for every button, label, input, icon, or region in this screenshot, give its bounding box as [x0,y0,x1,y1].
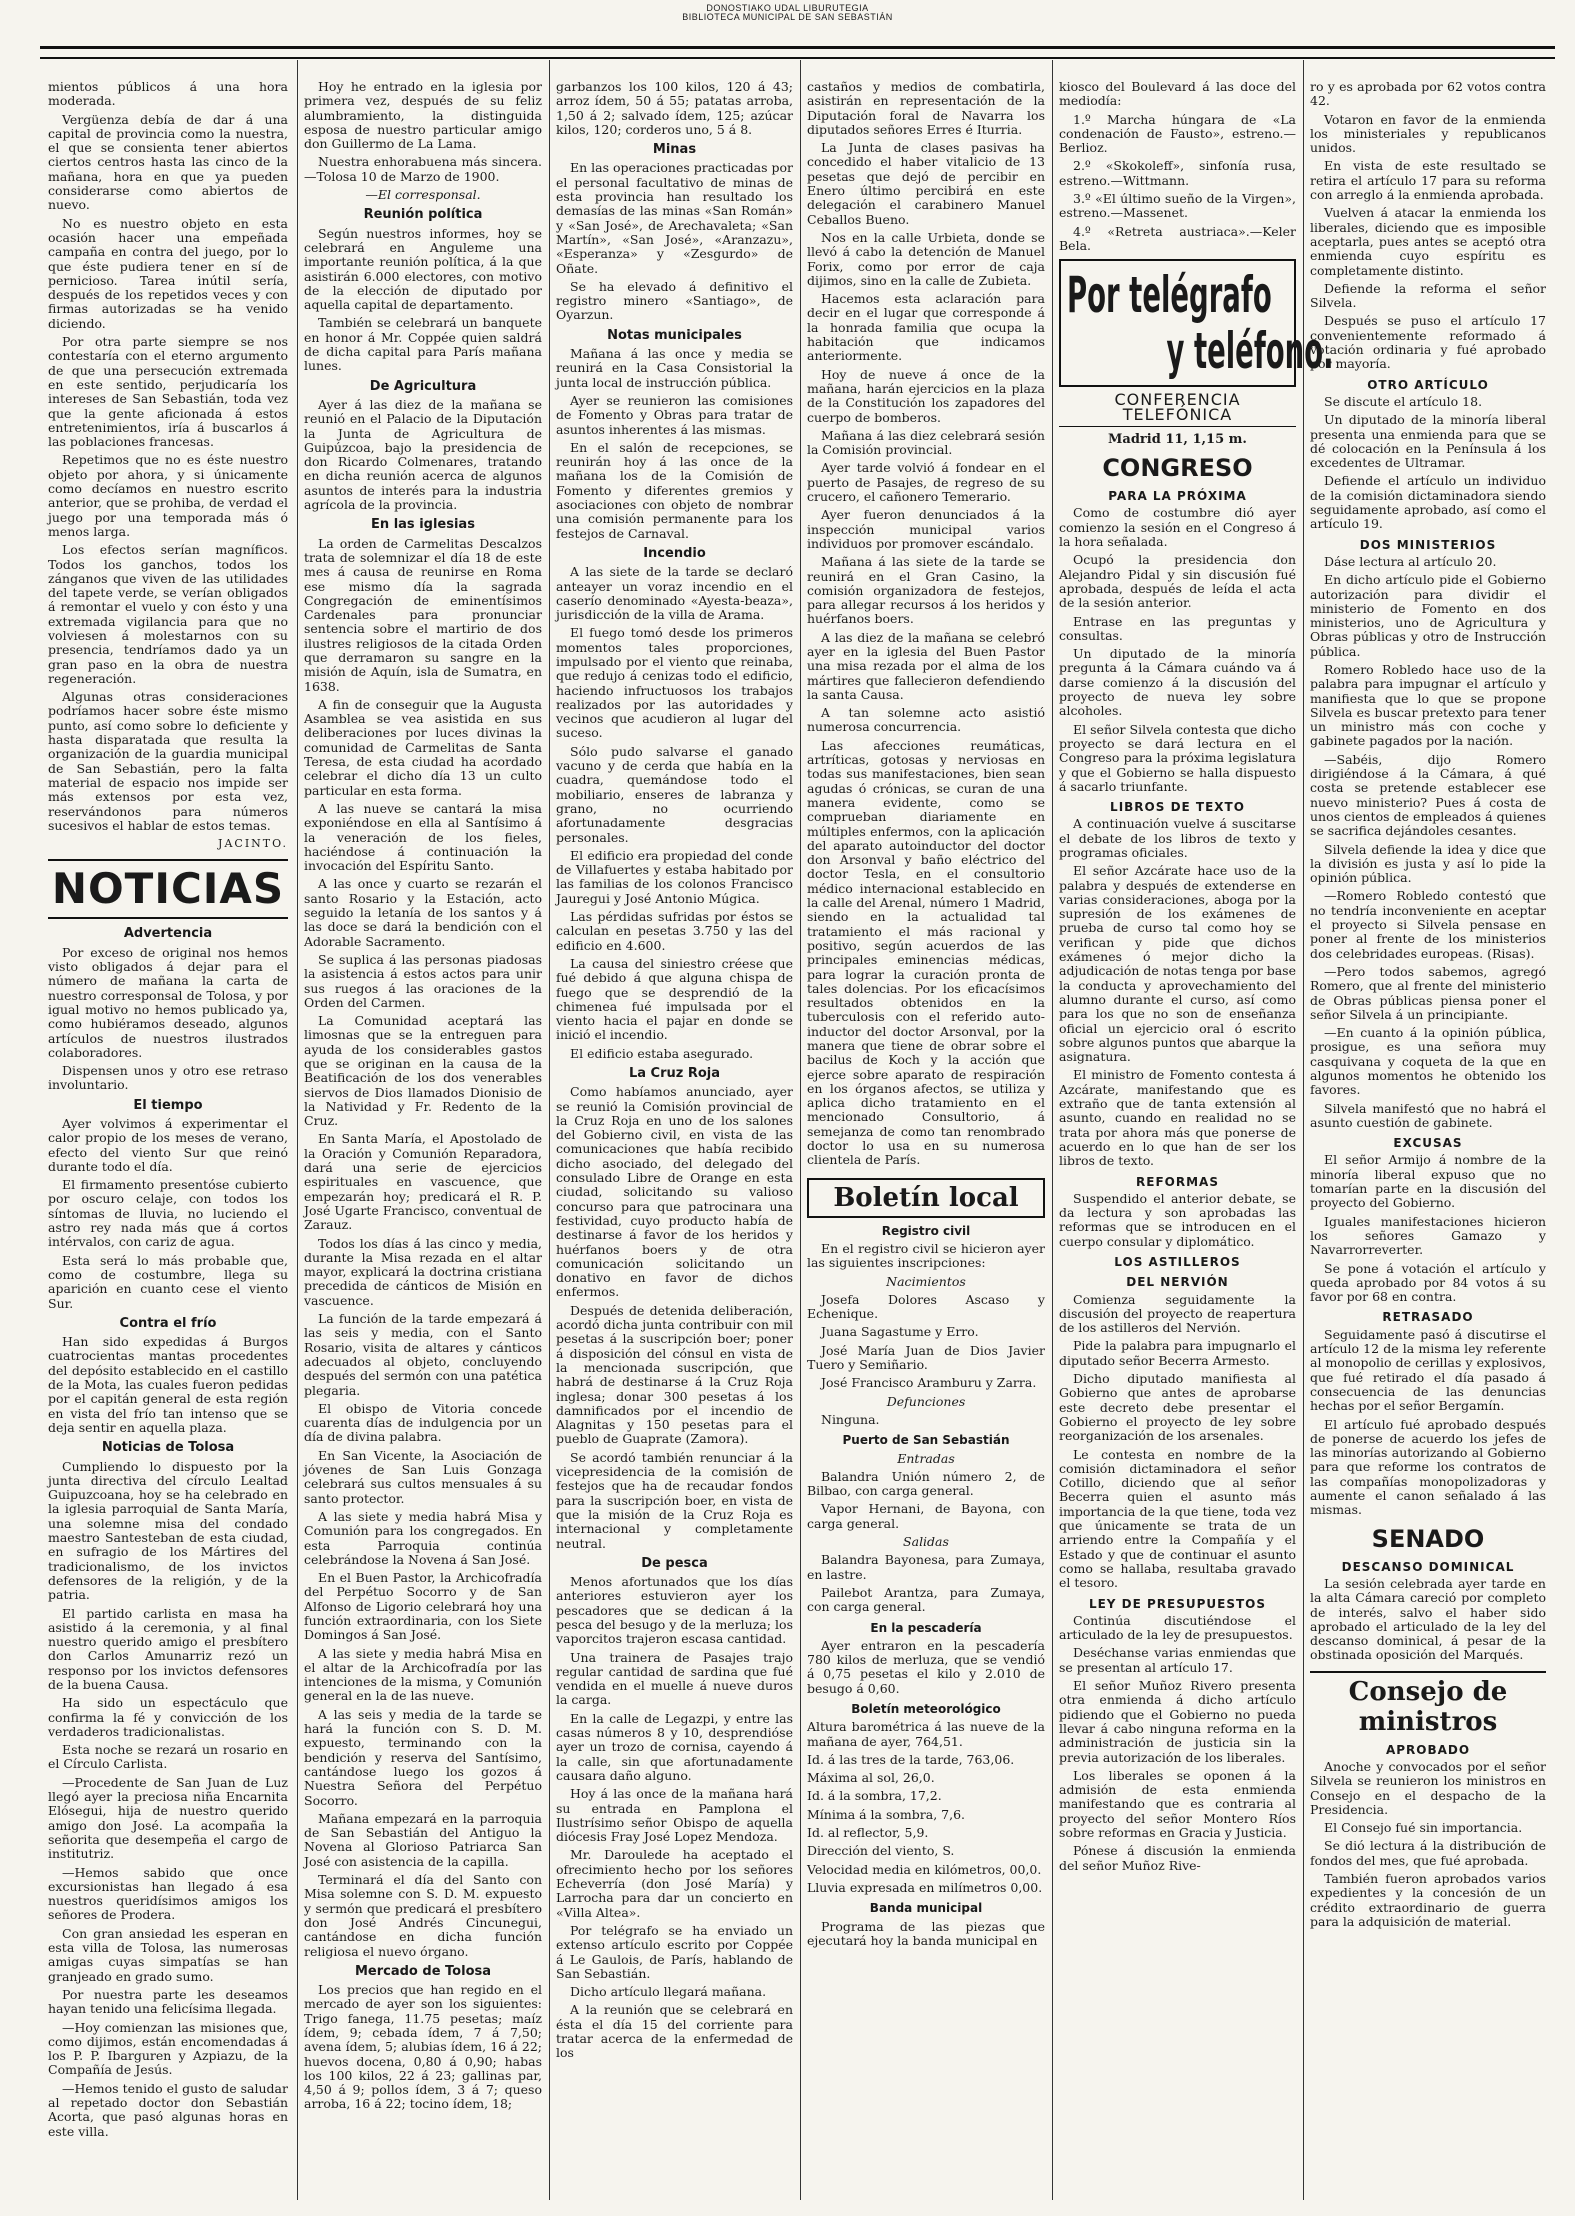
library-stamp-line1: DONOSTIAKO UDAL LIBURUTEGIA [706,3,869,13]
list-item: Id. al reflector, 5,9. [807,1825,929,1841]
paragraph: La Junta de clases pasivas ha concedido el haber vitalicio de 13 pesetas que dejó de percibir en Enero último percibirá en este delegación el carabinero Manuel Ceballos Bueno. [807,140,1045,227]
paragraph: A las seis y media de la tarde se hará la función con S. D. M. expuesto, terminando con la bendición y reserva del Santísimo, cantándose luego los gozos á Nuestra Señora del Perpétuo Socorro. [304,1706,542,1808]
paragraph: También se celebrará un banquete en honor á Mr. Coppée quien saldrá de dicha capital para París mañana lunes. [304,315,542,374]
paragraph: Terminará el día del Santo con Misa solemne con S. D. M. expuesto y sermón que predicará el presbítero don José Andrés Cincunegui, cantándose en dicha función religiosa el nuevo órgano. [304,1872,542,1959]
paragraph: Silvela defiende la idea y dice que la división es justa y así lo pide la opinión pública. [1310,841,1546,886]
list-item: Id. á la sombra, 17,2. [807,1788,942,1804]
paragraph: El firmamento presentóse cubierto por oscuro celaje, con todos los síntomas de lluvia, no luciendo el astro rey nada más que á cortos intérvalos, con cariz de agua. [48,1177,288,1250]
list-item: 4.º «Retreta austriaca».—Keler Bela. [1059,223,1296,253]
paragraph: En el registro civil se hicieron ayer las siguientes inscripciones: [807,1240,1045,1271]
paragraph: Se suplica á las personas piadosas la asistencia á estos actos para unir sus ruegos á las oraciones de la Orden del Carmen. [304,951,542,1010]
paragraph: Los precios que han regido en el mercado de ayer son los siguientes: Trigo fanega, 11.75 pesetas; maíz ídem, 9; cebada ídem, 7 á 7,50; avena ídem, 5; alubias ídem, 16 á 22; huevos docena, 0,80 á 0,90; habas los 100 kilos, 22 á 23; gallinas par, 4,50 á 9; pollos ídem, 3 á 7; queso arroba, 16 á 22; tocino ídem, 18; [304,1982,542,2112]
paragraph: En Santa María, el Apostolado de la Oración y Comunión Reparadora, dará una serie de ejercicios espirituales en vascuence, que empezarán hoy; predicará el R. P. José Ugarte Francisco, conventual de Zarauz. [304,1131,542,1233]
paragraph: Mañana á las siete de la tarde se reunirá en el Gran Casino, la comisión organizadora de festejos, para allegar recursos á los heridos y huérfanos boers. [807,554,1045,627]
paragraph: Un diputado de la minoría pregunta á la Cámara cuándo va á darse comienzo á la discusión del proyecto de nueva ley sobre alcoholes. [1059,646,1296,719]
paragraph: Defiende el artículo un individuo de la comisión dictaminadora siendo seguidamente aprobado, así como el artículo 19. [1310,473,1546,532]
paragraph: En las operaciones practicadas por el personal facultativo de minas de esta provincia han resultado los demasías de las minas «San Román» y «San José», de Arechavaleta; «San Martín», «San José», «Aranzazu», «Esperanza» y «Zesgurdo» de Oñate. [556,160,793,276]
paragraph: La sesión celebrada ayer tarde en la alta Cámara careció por completo de interés, salvo el haber sido aprobado el articulado de la ley del descanso dominical, á pesar de la obstinada oposición del Marqués. [1310,1575,1546,1663]
paragraph: Continúa discutiéndose el articulado de la ley de presupuestos. [1059,1612,1296,1643]
subheading: Salidas [903,1534,949,1550]
paragraph: Ayer entraron en la pescadería 780 kilos de merluza, que se vendió á 0,75 pesetas el kilo y 2.010 de besugo á 0,60. [807,1637,1045,1696]
paragraph: El señor Armijo á nombre de la minoría liberal expuso que no tomarían parte en la discusión del proyecto del Gobierno. [1310,1152,1546,1211]
section-title-noticias: NOTICIAS [48,859,288,919]
paragraph: En el Buen Pastor, la Archicofradía del Perpétuo Socorro y de San Alfonso de Ligorio celebrará hoy una función extraordinaria, con los Siete Domingos á San José. [304,1570,542,1643]
paragraph: Por otra parte siempre se nos contestaría con el eterno argumento de que una persecución extremada en este sentido, perjudicaría los intereses de San Sebastián, toda vez que la gente aficionada á estos entretenimientos, iría á buscarlos á las poblaciones francesas. [48,334,288,450]
subheading: LIBROS DE TEXTO [1110,800,1245,815]
paragraph: El partido carlista en masa ha asistido á la ceremonia, y al final nuestro querido amigo el presbítero don Carlos Amunarriz rezó un responso por los invictos defensores de la buena Causa. [48,1605,288,1692]
subheading: PARA LA PRÓXIMA [1108,489,1247,504]
paragraph: Las pérdidas sufridas por éstos se calculan en pesetas 3.750 y las del edificio en 4.600. [556,909,793,953]
paragraph: —Pero todos sabemos, agregó Romero, que al frente del ministerio de Obras públicas piensa poner el señor Silvela á un principiante. [1310,963,1546,1022]
paragraph: garbanzos los 100 kilos, 120 á 43; arroz ídem, 50 á 55; patatas arroba, 1,50 á 2; salvado ídem, 125; azúcar kilos, 120; corderos uno, 5 á 8. [556,79,793,137]
paragraph: En vista de este resultado se retira el artículo 17 para su reforma con arreglo á la enmienda aprobada. [1310,158,1546,203]
article-heading: Reunión política [363,207,483,223]
library-stamp [0,4,1575,22]
paragraph: El artículo fué aprobado después de ponerse de acuerdo los jefes de las minorías autorizando al Gobierno para que reforme los contratos de las compañías monopolizadoras y aumente el canon señalado á las mismas. [1310,1416,1546,1518]
paragraph: Deséchanse varias enmiendas que se presentan al artículo 17. [1059,1645,1296,1675]
paragraph: castaños y medios de combatirla, asistirán en representación de la Diputación foral de Navarra los diputados señores Erres é Iturria. [807,79,1045,137]
subheading: OTRO ARTÍCULO [1367,377,1489,392]
article-heading: Advertencia [123,926,213,942]
paragraph: Se discute el artículo 18. [1324,393,1483,409]
section-title-telegrafo [1059,259,1334,387]
paragraph: Dicho artículo llegará mañana. [570,1984,767,2000]
paragraph: —Romero Robledo contestó que no tendría inconveniente en aceptar el proyecto si Silvela pensase en poner al frente de los ministerios dos celebridades europeas. (Risas). [1310,888,1546,961]
paragraph: Anoche y convocados por el señor Silvela se reunieron los ministros en Consejo en el despacho de la Presidencia. [1310,1758,1546,1817]
article-heading: Incendio [643,545,706,561]
paragraph: En dicho artículo pide el Gobierno autorización para dividir el ministerio de Fomento en dos ministerios, uno de Agricultura y Obras públicas y otro de Instrucción pública. [1310,572,1546,659]
paragraph: La causa del siniestro créese que fué debido á que alguna chispa de fuego que se desprendió de la chimenea fué impulsada por el viento hacia el pajar en donde se inició el incendio. [556,955,793,1043]
subheading: DOS MINISTERIOS [1359,537,1497,552]
column-6 [1310,80,1546,2200]
paragraph: El obispo de Vitoria concede cuarenta días de indulgencia por un día de divina palabra. [304,1400,542,1445]
paragraph: A fin de conseguir que la Augusta Asamblea se vea asistida en sus deliberaciones por luces divinas la comunidad de Carmelitas de Santa Teresa, de esta ciudad ha acordado celebrar el dicho día 13 un culto particular en esta forma. [304,696,542,798]
list-item: Balandra Unión número 2, de Bilbao, con carga general. [807,1468,1045,1499]
paragraph: Hoy de nueve á once de la mañana, harán ejercicios en la plaza de la Constitución los zapadores del cuerpo de bomberos. [807,366,1045,425]
paragraph: Programa de las piezas que ejecutará hoy la banda municipal en [807,1918,1045,1948]
paragraph: Ayer tarde volvió á fondear en el puerto de Pasajes, de regreso de su crucero, el cañonero Temerario. [807,460,1045,505]
paragraph: El ministro de Fomento contesta á Azcárate, manifestando que es extraño que de tanta extensión al asunto, cuando en realidad no se trata por ahora más que ponerse de acuerdo en lo que han de ser los libros de texto. [1059,1067,1296,1169]
paragraph: —Hemos tenido el gusto de saludar al repetado doctor don Sebastián Acorta, que pasó algunas horas en este villa. [48,2080,288,2139]
paragraph: mientos públicos á una hora moderada. [48,79,288,109]
paragraph: A las siete y media habrá Misa y Comunión para los congregados. En esta Parroquia continúa celebrándose la Novena á San José. [304,1508,542,1567]
dateline: Madrid 11, 1,15 m. [1108,431,1247,447]
list-item: Josefa Dolores Ascaso y Echenique. [807,1291,1045,1322]
paragraph: El edificio estaba asegurado. [570,1045,754,1061]
column-2 [304,80,542,2200]
paragraph: La orden de Carmelitas Descalzos trata de solemnizar el día 18 de este mes á causa de reunirse en Roma ese mismo día la sagrada Congregación de eminentísimos Cardenales para pronunciar sentencia sobre el martirio de dos ilustres religiosos de la citada Orden que derramaron su sangre en la misión de Aquín, isla de Sumatra, en 1638. [304,535,542,694]
paragraph: A las siete de la tarde se declaró anteayer un voraz incendio en el caserío denominado «Ayesta-beaza», jurisdicción de la villa de Arama. [556,564,793,623]
paragraph: Comienza seguidamente la discusión del proyecto de reapertura de los astilleros del Nervión. [1059,1291,1296,1336]
list-item: 2.º «Skokoleff», sinfonía rusa, estreno.—Wittmann. [1059,158,1296,188]
paragraph: Dáse lectura al artículo 20. [1324,553,1497,569]
paragraph: Iguales manifestaciones hicieron los señores Gamazo y Navarrorreverter. [1310,1213,1546,1258]
paragraph: Con gran ansiedad les esperan en esta villa de Tolosa, las numerosas amigas cuyas simpatías se han granjeado en grado sumo. [48,1925,288,1984]
column-rule [1303,60,1304,2200]
author-signature: JACINTO. [218,837,288,851]
list-item: Balandra Bayonesa, para Zumaya, en lastre. [807,1552,1045,1582]
paragraph: A las siete y media habrá Misa en el altar de la Archicofradía por las intenciones de la misma, y Comunión general en la de las nueve. [304,1645,542,1704]
top-rule [40,46,1555,59]
paragraph: Hoy he entrado en la iglesia por primera vez, después de su feliz alumbramiento, la distinguida esposa de nuestro particular amigo don Guillermo de La Lama. [304,79,542,152]
paragraph: Ayer volvimos á experimentar el calor propio de los meses de verano, efecto del viento Sur que reinó durante todo el día. [48,1116,288,1174]
list-item: Velocidad media en kilómetros, 00,0. [807,1861,1042,1877]
paragraph: Se acordó también renunciar á la vicepresidencia de la comisión de festejos que ha de recaudar fondos para la suscripción boer, en vista de que la misión de la Cruz Roja es internacional y completamente neutral. [556,1449,793,1551]
paragraph: Como habíamos anunciado, ayer se reunió la Comisión provincial de la Cruz Roja en uno de los salones del Gobierno civil, en vista de las comunicaciones que había recibido dicho asociado, del delegado del consulado Libre de Orange en esta ciudad, solicitando su valioso concurso para que patrocinara una festividad, cuyo producto había de destinarse á favor de los heridos y huérfanos boers y de otra comunicación solicitando un donativo en favor de dichos enfermos. [556,1084,793,1300]
paragraph: Dicho diputado manifiesta al Gobierno que antes de aprobarse este decreto debe presentar el Gobierno el proyecto de ley sobre reorganización de los arsenales. [1059,1371,1296,1444]
correspondent-signature: —El corresponsal. [365,187,481,203]
paragraph: El señor Muñoz Rivero presenta otra enmienda á dicho artículo pidiendo que el Gobierno no pueda llevar á cabo ninguna reforma en la administración de justicia sin la previa autorización de los liberales. [1059,1678,1296,1765]
paragraph: Mañana á las once y media se reunirá en la Casa Consistorial la junta local de instrucción pública. [556,346,793,390]
subheading: APROBADO [1385,1742,1471,1757]
subheading: DEL NERVIÓN [1126,1275,1229,1290]
paragraph: Ocupó la presidencia don Alejandro Pidal y sin discusión fué aprobada, después de leída el acta de la sesión anterior. [1059,552,1296,611]
list-item: Altura barométrica á las nueve de la mañana de ayer, 764,51. [807,1719,1045,1749]
paragraph: Hoy á las once de la mañana hará su entrada en Pamplona el Ilustrísimo señor Obispo de aquella diócesis Fray José Lopez Mendoza. [556,1786,793,1845]
list-item: José María Juan de Dios Javier Tuero y Semiñario. [807,1342,1045,1373]
paragraph: Ayer se reunieron las comisiones de Fomento y Obras para tratar de asuntos inherentes á las mismas. [556,392,793,437]
paragraph: No es nuestro objeto en esta ocasión hacer una empeñada campaña en contra del juego, por lo que éste pudiera tener en sí de pernicioso. Tarea inútil sería, después de los repetidos veces y con firmas autorizadas se ha venido diciendo. [48,215,288,331]
article-heading: Puerto de San Sebastián [842,1433,1010,1448]
paragraph: A las diez de la mañana se celebró ayer en la iglesia del Buen Pastor una misa rezada por el alma de los mártires que fallecieron defendiendo la santa Causa. [807,629,1045,702]
paragraph: Votaron en favor de la enmienda los ministeriales y republicanos unidos. [1310,111,1546,156]
column-rule [1052,60,1053,2200]
column-1 [48,80,288,2200]
paragraph: Suspendido el anterior debate, se da lectura y son aprobadas las reformas que se introducen en el cuerpo consular y diplomático. [1059,1190,1296,1249]
list-item: Ninguna. [821,1411,880,1427]
paragraph: Por exceso de original nos hemos visto obligados á dejar para el número de mañana la carta de nuestro corresponsal de Tolosa, y por igual motivo no hemos publicado ya, como hubiéramos deseado, algunos artículos de nuestros ilustrados colaboradores. [48,944,288,1060]
paragraph: El señor Azcárate hace uso de la palabra y después de extenderse en varias consideraciones, aboga por la supresión de los exámenes de prueba de curso tal como hoy se verifican y pide que dichos exámenes ó mejor dicho la adjudicación de notas tenga por base la conducta y aprovechamiento del alumno durante el curso, así como para los que no son de enseñanza oficial un ejercicio oral ó escrito sobre algunos puntos que abarque la asignatura. [1059,863,1296,1065]
paragraph: Romero Robledo hace uso de la palabra para impugnar el artículo y manifiesta que lo que se propone Silvela es buscar pretexto para tener un ministro más con coche y gabinete pagados por la nación. [1310,661,1546,749]
article-heading: Minas [652,142,697,158]
subheading: Defunciones [886,1393,966,1409]
list-item: Juana Sagastume y Erro. [821,1324,979,1340]
paragraph: Todos los días á las cinco y media, durante la Misa rezada en el altar mayor, explicará la doctrina cristiana precedida de cánticos de Misión en vascuence. [304,1235,542,1308]
list-item: Pailebot Arantza, para Zumaya, con carga general. [807,1584,1045,1615]
article-heading: Contra el frío [119,1315,217,1331]
list-item: 3.º «El último sueño de la Virgen», estreno.—Massenet. [1059,191,1296,221]
paragraph: Algunas otras consideraciones podríamos hacer sobre éste mismo punto, así como sobre lo deficiente y hasta disparatada que resulta la organización de la guardia municipal de San Sebastián, pero la falta material de espacio nos impide ser más extensos por esta vez, reservándonos para números sucesivos el hablar de estos temas. [48,689,288,833]
paragraph: Se dió lectura á la distribución de fondos del mes, que fué aprobada. [1310,1838,1546,1868]
paragraph: Por nuestra parte les deseamos hayan tenido una felicísima llegada. [48,1986,288,2017]
paragraph: Nos en la calle Urbieta, donde se llevó á cabo la detención de Manuel Forix, como por error de caja dijimos, sino en la calle de Zubieta. [807,229,1045,288]
paragraph: Cumpliendo lo dispuesto por la junta directiva del círculo Lealtad Guipuzcoana, hoy se ha celebrado en la iglesia parroquial de Santa María, una solemne misa del condado maestro Santesteban de esta ciudad, en sufragio de los Mártires del tradicionalismo, de los invictos defensores de la religión, y de la patria. [48,1458,288,1603]
paragraph: A tan solemne acto asistió numerosa concurrencia. [807,705,1045,735]
article-heading: De pesca [641,1555,708,1571]
paragraph: Una trainera de Pasajes trajo regular cantidad de sardina que fué vendida en el muelle á nueve duros la carga. [556,1649,793,1708]
list-item: Lluvia expresada en milímetros 0,00. [807,1879,1043,1895]
article-heading: El tiempo [133,1097,203,1113]
subheading: LOS ASTILLEROS [1114,1255,1241,1269]
paragraph: A las nueve se cantará la misa exponiéndose en ella al Santísimo á la veneración de los fieles, haciéndose á continuación la invocación del Espíritu Santo. [304,800,542,874]
paragraph: A la reunión que se celebrará en ésta el día 15 del corriente para tratar acerca de la enfermedad de los [556,2002,793,2061]
list-item: Dirección del viento, S. [807,1843,955,1859]
article-heading: De Agricultura [369,378,477,394]
paragraph: Mañana empezará en la parroquia de San Sebastián del Antiguo la Novena al Glorioso Patriarca San José con asistencia de la capilla. [304,1810,542,1869]
list-item: Mínima á la sombra, 7,6. [807,1806,965,1822]
paragraph: Ha sido un espectáculo que confirma la fé y convicción de los verdaderos tradicionalistas. [48,1695,288,1739]
column-3 [556,80,793,2200]
paragraph: Esta noche se rezará un rosario en el Círculo Carlista. [48,1742,288,1772]
subheading: DESCANSO DOMINICAL [1341,1559,1515,1574]
paragraph: Silvela manifestó que no habrá el asunto cuestión de gabinete. [1310,1100,1546,1130]
subheading: EXCUSAS [1393,1136,1463,1151]
paragraph: Repetimos que no es éste nuestro objeto por ahora, y si únicamente como decíamos en nuestro escrito anterior, que se prohiba, de verdad el juego por una temporada más ó menos larga. [48,452,288,539]
paragraph: Menos afortunados que los días anteriores estuvieron ayer los pescadores que se dedican á la pesca del besugo y de la merluza; los vaporcitos trajeron escasa cantidad. [556,1574,793,1647]
paragraph: Hacemos esta aclaración para decir en el lugar que corresponde á la honrada familia que ocupa la habitación que indicamos anteriormente. [807,291,1045,364]
paragraph: La Comunidad aceptará las limosnas que se la entreguen para ayuda de los considerables gastos que se originan en la causa de la Beatificación de los dos venerables siervos de Dios llamados Dionisio de la Natividad y Fr. Redento de la Cruz. [304,1013,542,1129]
heading-senado: SENADO [1371,1524,1485,1553]
paragraph: Vergüenza debía de dar á una capital de provincia como la nuestra, el que se consienta tener abiertos ciertos centros hasta las cinco de la mañana, hora en que ya pueden considerarse como abiertos de nuevo. [48,111,288,213]
heading-consejo: Consejo de ministros [1310,1671,1546,1737]
paragraph: —Procedente de San Juan de Luz llegó ayer la preciosa niña Encarnita Elósegui, hija de nuestro querido amigo don José. La acompaña la señorita que desempeña el cargo de institutriz. [48,1774,288,1862]
paragraph: El fuego tomó desde los primeros momentos tales proporciones, impulsado por el viento que reinaba, que redujo á cenizas todo el edificio, haciendo infructuosos los trabajos realizados por las autoridades y vecinos que acudieron al lugar del suceso. [556,625,793,741]
article-heading: Noticias de Tolosa [101,1440,235,1456]
paragraph: Se pone á votación el artículo y queda aprobado por 84 votos á su favor por 68 en contra. [1310,1260,1546,1305]
column-4 [807,80,1045,2200]
paragraph: —En cuanto á la opinión pública, prosigue, es una señora muy casquivana y coqueta de la que en algunos momentos he obtenido los favores. [1310,1025,1546,1098]
subheading: Nacimientos [886,1273,966,1289]
list-item: José Francisco Aramburu y Zarra. [821,1375,1037,1391]
list-item: Máxima al sol, 26,0. [807,1770,935,1786]
paragraph: En el salón de recepciones, se reunirán hoy á las once de la mañana los de la Comisión de Fomento y diferentes gremios y asociaciones con objeto de nombrar una comisión permanente para los festejos de Carnaval. [556,439,793,541]
paragraph: Sólo pudo salvarse el ganado vacuno y de cerda que había en la cuadra, quemándose todo el mobiliario, enseres de labranza y grano, no ocurriendo afortunadamente desgracias personales. [556,743,793,845]
subheading: LEY DE PRESUPUESTOS [1088,1596,1267,1611]
article-heading: Boletín meteorológico [851,1701,1001,1716]
paragraph: Después se puso el artículo 17 convenientemente reformado á votación ordinaria y fué aprobado por mayoría. [1310,313,1546,372]
list-item: 1.º Marcha húngara de «La condenación de Fausto», estreno.—Berlioz. [1059,111,1296,156]
paragraph: El edificio era propiedad del conde de Villafuertes y estaba habitado por las familias de los colonos Francisco Jauregui y José Antonio Múgica. [556,847,793,906]
article-heading: En las iglesias [371,517,475,533]
paragraph: Le contesta en nombre de la comisión dictaminadora el señor Cotillo, diciendo que al señor Becerra quien el asunto más importancia de la que tiene, toda vez que únicamente se trata de un arriendo entre la Compañía y el Estado y que de continuar el asunto como se hallaba, resultaba gravado el tesoro. [1059,1446,1296,1591]
subheading: RETRASADO [1382,1310,1474,1325]
paragraph: Ayer fueron denunciados á la inspección municipal varios individuos por promover escándalo. [807,507,1045,551]
paragraph: Entrase en las preguntas y consultas. [1059,613,1296,643]
article-heading: Mercado de Tolosa [354,1963,492,1979]
paragraph: Mr. Daroulede ha aceptado el ofrecimiento hecho por los señores Echeverría (don José María) y Larrocha para dar un concierto en «Villa Altea». [556,1847,793,1920]
section-title-line: Por telégrafo [1067,266,1272,325]
paragraph: —Sabéis, dijo Romero dirigiéndose á la Cámara, á qué costa se pretende establecer ese nuevo ministerio? Pues á costa de unos cientos de empleados á quienes se sacrifica dejándoles cesantes. [1310,751,1546,839]
paragraph: kiosco del Boulevard á las doce del mediodía: [1059,79,1296,109]
article-heading: Notas municipales [607,327,742,343]
library-stamp-line2: BIBLIOTECA MUNICIPAL DE SAN SEBASTIÁN [682,12,893,22]
column-rule [800,60,801,2200]
paragraph: —Hemos sabido que once excursionistas han llegado á esa nuestros queridísimos amigos los señores de Prodera. [48,1864,288,1923]
paragraph: En San Vicente, la Asociación de jóvenes de San Luis Gonzaga celebrará sus cultos mensuales á su santo protector. [304,1447,542,1506]
paragraph: Se ha elevado á definitivo el registro minero «Santiago», de Oyarzun. [556,278,793,323]
paragraph: Vuelven á atacar la enmienda los liberales, diciendo que es imposible aceptarla, pues antes se aceptó otra enmienda cuyo espíritu es completamente distinto. [1310,205,1546,278]
article-heading: Registro civil [881,1223,971,1238]
paragraph: Seguidamente pasó á discutirse el artículo 12 de la misma ley referente al monopolio de cerillas y explosivos, que fué retirado el día pasado á consecuencia de las denuncias hechas por el señor Bergamín. [1310,1326,1546,1414]
subheading: Entradas [897,1450,955,1466]
paragraph: Esta será lo más probable que, como de costumbre, llega su aparición en cuanto cese el viento Sur. [48,1252,288,1311]
paragraph: ro y es aprobada por 62 votos contra 42. [1310,79,1546,109]
subheading: REFORMAS [1136,1174,1219,1189]
paragraph: Ayer á las diez de la mañana se reunió en el Palacio de la Diputación la Junta de Agricultura de Guipúzcoa, bajo la presidencia de don Ricardo Colmenares, tratando en dicha reunión acerca de algunos asuntos de interés para la industria agrícola de la provincia. [304,396,542,513]
paragraph: Un diputado de la minoría liberal presenta una enmienda para que se dé colocación en la Península á los excedentes de Ultramar. [1310,412,1546,471]
paragraph: Después de detenida deliberación, acordó dicha junta contribuir con mil pesetas á la suscripción boer; poner á disposición del cónsul en vista de la mencionada suscripción, que habrá de destinarse á la Cruz Roja inglesa; donar 300 pesetas á los damnificados por el incendio de Alagnitas y 150 pesetas para el pueblo de Guaprate (Zamora). [556,1302,793,1447]
paragraph: Según nuestros informes, hoy se celebrará en Anguleme una importante reunión política, á la que asistirán 6.000 electores, con motivo de la elección de diputado por aquella capital de departamento. [304,225,542,313]
paragraph: Por telégrafo se ha enviado un extenso artículo escrito por Coppée á Le Gaulois, de París, hablando de San Sebastián. [556,1922,793,1981]
paragraph: Han sido expedidas á Burgos cuatrocientas mantas procedentes del depósito establecido en el castillo de la Mota, las cuales fueron pedidas por el capitán general de esta región en vista del frío tan intenso que se deja sentir en aquella plaza. [48,1334,288,1435]
paragraph: Pide la palabra para impugnarlo el diputado señor Becerra Armesto. [1059,1338,1296,1368]
paragraph: Nuestra enhorabuena más sincera.—Tolosa 10 de Marzo de 1900. [304,154,542,184]
paragraph: Mañana á las diez celebrará sesión la Comisión provincial. [807,427,1045,458]
paragraph: El señor Silvela contesta que dicho proyecto se dará lectura en el Congreso para la próxima legislatura y que el Gobierno se halla dispuesto á sacarlo triunfante. [1059,721,1296,794]
article-heading: Banda municipal [869,1901,983,1916]
column-rule [297,60,298,2200]
section-title-line: y teléfono. [1166,322,1334,381]
paragraph: Dispensen unos y otro ese retraso involuntario. [48,1063,288,1093]
section-title-boletin-local: Boletín local [807,1178,1045,1218]
paragraph: A las once y cuarto se rezarán el santo Rosario y la Estación, acto seguido la letanía de los santos y á las doce se dará la bendición con el Adorable Sacramento. [304,876,542,949]
paragraph: En la calle de Legazpi, y entre las casas números 8 y 10, desprendióse ayer un trozo de cornisa, cayendo á la calle, sin que afortunadamente causara daño alguno. [556,1710,793,1783]
column-5 [1059,79,1334,2200]
paragraph: Defiende la reforma el señor Silvela. [1310,280,1546,311]
column-rule [549,60,550,2200]
paragraph: Pónese á discusión la enmienda del señor Muñoz Rive- [1059,1843,1296,1873]
article-heading: La Cruz Roja [628,1066,721,1081]
paragraph: Los efectos serían magníficos. Todos los ganchos, todos los zánganos que viven de las utilidades del tapete verde, se verían obligados á remontar el vuelo y con ésto y una extremada vigilancia para que no volviesen á molestarnos con su presencia, tendríamos dado ya un gran paso en la obra de nuestra regeneración. [48,542,288,686]
list-item: Id. á las tres de la tarde, 763,06. [807,1751,1015,1767]
paragraph: También fueron aprobados varios expedientes y la concesión de un crédito extraordinario de guerra para la adquisición de material. [1310,1871,1546,1929]
paragraph: Como de costumbre dió ayer comienzo la sesión en el Congreso á la hora señalada. [1059,505,1296,550]
paragraph: A continuación vuelve á suscitarse el debate de los libros de texto y programas oficiales. [1059,816,1296,860]
paragraph: Los liberales se oponen á la admisión de esta enmienda manifestando que es contraria al proyecto del señor Montero Ríos sobre reformas en Gracia y Justicia. [1059,1767,1296,1840]
paragraph: Las afecciones reumáticas, artríticas, gotosas y nerviosas en todas sus manifestaciones, bien sean agudas ó crónicas, se curan de una manera evidente, como se comprueban diariamente en múltiples enfermos, con la aplicación del aparato autoinductor del doctor don Arsonval y baño eléctrico del doctor Tesla, en el consultorio médico internacional establecido en la calle del Arenal, número 1 Madrid, siendo en la actualidad tal tratamiento el más racional y positivo, según acuerdos de las principales eminencias médicas, para lograr la curación pronta de tales dolencias. Por los eficacísimos resultados obtenidos en la tuberculosis con el referido auto-inductor del doctor Arsonval, por la manera que tiene de obrar sobre el bacilus de Koch y la acción que ejerce sobre aparato de respiración en los órganos afectos, se utiliza y aplica dicho tratamiento en el mencionado Consultorio, á semejanza de como tan renombrado doctor lo usa en su numerosa clientela de París. [807,737,1045,1168]
paragraph: La función de la tarde empezará á las seis y media, con el Santo Rosario, visita de altares y cánticos adecuados al objeto, concluyendo después del sermón con una patética plegaria. [304,1311,542,1398]
article-heading: En la pescadería [870,1620,982,1635]
heading-congreso: CONGRESO [1102,454,1253,483]
list-item: Vapor Hernani, de Bayona, con carga general. [807,1501,1045,1531]
paragraph: El Consejo fué sin importancia. [1324,1820,1523,1836]
paragraph: —Hoy comienzan las misiones que, como dijimos, están encomendadas á los P. P. Ibarguren y Azpiazu, de la Compañía de Jesús. [48,2019,288,2078]
conference-heading: CONFERENCIA TELEFÓNICA [1059,393,1296,427]
